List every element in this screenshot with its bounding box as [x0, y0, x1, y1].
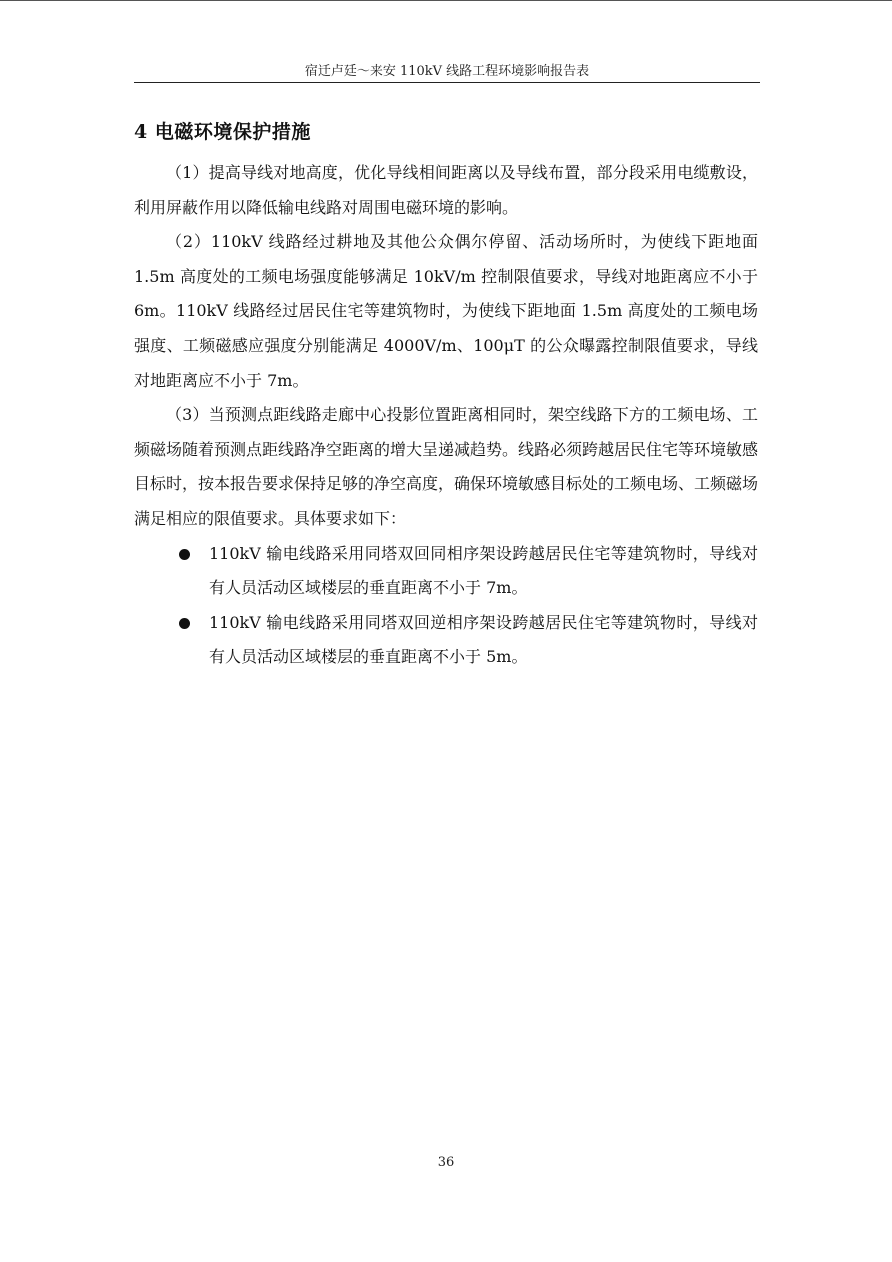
list-item — [134, 606, 758, 675]
bullet-icon — [179, 618, 190, 629]
header-rule — [134, 82, 760, 83]
list-item-text: 110kV 输电线路采用同塔双回同相序架设跨越居民住宅等建筑物时，导线对有人员活动区域楼层的垂直距离不小于 7m。 — [209, 543, 758, 598]
body-text — [134, 156, 758, 675]
running-header: 宿迁卢廷～来安 110kV 线路工程环境影响报告表 — [304, 64, 590, 79]
requirement-list — [134, 537, 758, 675]
paragraph-1: （1）提高导线对地高度，优化导线相间距离以及导线布置，部分段采用电缆敷设，利用屏蔽作用以降低输电线路对周围电磁环境的影响。 — [134, 163, 758, 217]
paragraph-3: （3）当预测点距线路走廊中心投影位置距离相同时，架空线路下方的工频电场、工频磁场随着预测点距线路净空距离的增大呈递减趋势。线路必须跨越居民住宅等环境敏感目标时，按本报告要求保持足够的净空高度，确保环境敏感目标处的工频电场、工频磁场满足相应的限值要求。具体要求如下： — [134, 405, 759, 528]
list-item — [134, 537, 758, 606]
page-number: 36 — [437, 1155, 455, 1170]
section-title: 4 电磁环境保护措施 — [134, 121, 311, 143]
paragraph-2: （2）110kV 线路经过耕地及其他公众偶尔停留、活动场所时，为使线下距地面 1.5m 高度处的工频电场强度能够满足 10kV/m 控制限值要求，导线对地距离应不小于 6m。110kV 线路经过居民住宅等建筑物时，为使线下距地面 1.5m 高度处的工频电场强度、工频磁感应强度分别能满足 4000V/m、100μT 的公众曝露控制限值要求，导线对地距离应不小于 7m。 — [134, 232, 758, 390]
page-top-border — [0, 0, 892, 1]
bullet-icon — [179, 549, 190, 560]
list-item-text: 110kV 输电线路采用同塔双回逆相序架设跨越居民住宅等建筑物时，导线对有人员活动区域楼层的垂直距离不小于 5m。 — [209, 612, 758, 667]
